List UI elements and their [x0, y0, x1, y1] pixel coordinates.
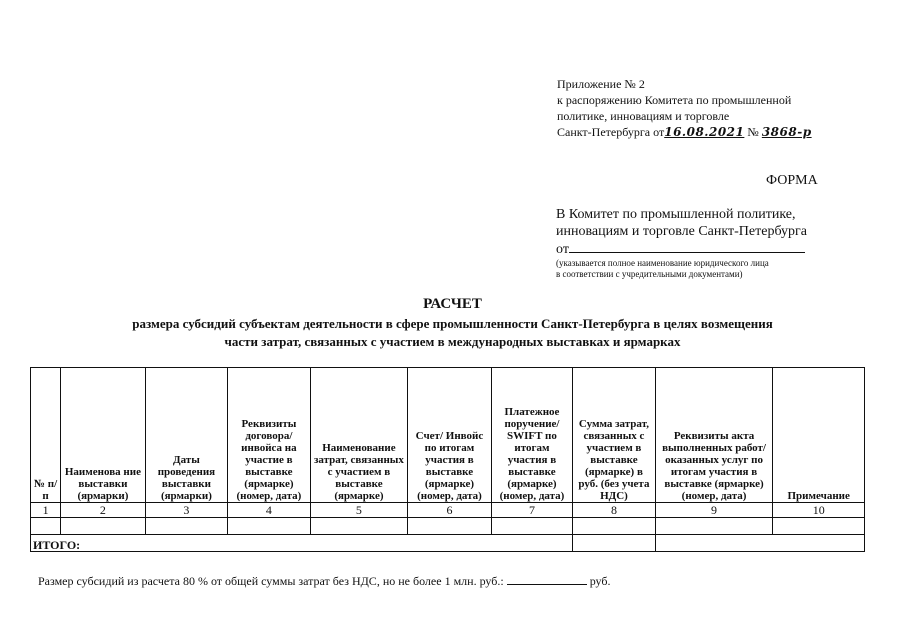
total-sum-cell[interactable]: [573, 535, 655, 552]
column-number-8: 8: [573, 503, 655, 518]
total-row: [31, 535, 865, 552]
appendix-block: [557, 76, 812, 140]
header-cell-5: Наименование затрат, связанных с участием в выставке (ярмарке): [310, 368, 408, 503]
document-subtitle-line-2: части затрат, связанных с участием в международных выставках и ярмарках: [224, 334, 681, 349]
form-label: ФОРМА: [766, 173, 818, 188]
hint-line-1: (указывается полное наименование юридического лица: [556, 258, 769, 268]
number-sign: №: [747, 125, 759, 139]
addressee-line-1: В Комитет по промышленной политике,: [556, 207, 796, 222]
column-number-3: 3: [145, 503, 227, 518]
addressee-hint: [556, 258, 769, 280]
hint-line-2: в соответствии с учредительными документами): [556, 269, 743, 279]
total-empty-cell: [655, 535, 864, 552]
header-cell-9: Реквизиты акта выполненных работ/оказанных услуг по итогам участия в выставке (ярмарке) (номер, дата): [655, 368, 773, 503]
header-cell-8: Сумма затрат, связанных с участием в выставке (ярмарке) в руб. (без учета НДС): [573, 368, 655, 503]
table-cell[interactable]: [573, 518, 655, 535]
header-cell-10: Примечание: [773, 368, 865, 503]
column-number-6: 6: [408, 503, 492, 518]
column-number-10: 10: [773, 503, 865, 518]
table-cell[interactable]: [31, 518, 61, 535]
column-number-5: 5: [310, 503, 408, 518]
handwritten-date: 16.08.2021: [664, 125, 745, 139]
header-cell-7: Платежное поручение/ SWIFT по итогам участия в выставке (ярмарке) (номер, дата): [491, 368, 572, 503]
table-cell[interactable]: [491, 518, 572, 535]
column-number-7: 7: [491, 503, 572, 518]
column-number-row: [31, 503, 865, 518]
addressee-line-2: инновациям и торговле Санкт-Петербурга: [556, 224, 807, 239]
table-cell[interactable]: [228, 518, 310, 535]
table-cell[interactable]: [310, 518, 408, 535]
header-cell-2: Наименова ние выставки (ярмарки): [61, 368, 146, 503]
header-cell-3: Даты проведения выставки (ярмарки): [145, 368, 227, 503]
addressee-from-row: [556, 240, 807, 258]
table-cell[interactable]: [773, 518, 865, 535]
calculation-table: [30, 367, 865, 552]
table-cell[interactable]: [61, 518, 146, 535]
header-cell-6: Счет/ Инвойс по итогам участия в выставке (ярмарке) (номер, дата): [408, 368, 492, 503]
appendix-line-2: к распоряжению Комитета по промышленной: [557, 93, 792, 107]
column-number-4: 4: [228, 503, 310, 518]
from-label: от: [556, 242, 569, 257]
header-cell-1: № п/п: [31, 368, 61, 503]
addressee-block: [556, 206, 807, 258]
subsidy-amount-text: Размер субсидий из расчета 80 % от общей суммы затрат без НДС, но не более 1 млн. руб.:: [38, 574, 504, 588]
subsidy-amount-unit: руб.: [589, 574, 611, 588]
total-label: ИТОГО:: [31, 535, 573, 552]
company-name-blank[interactable]: [569, 240, 805, 253]
handwritten-number: 3868-р: [761, 125, 812, 139]
table-row: [31, 518, 865, 535]
document-subtitle-line-1: размера субсидий субъектам деятельности в сфере промышленности Санкт-Петербурга в целях возмещения: [132, 316, 773, 331]
column-number-2: 2: [61, 503, 146, 518]
document-title: РАСЧЕТ: [423, 296, 482, 312]
appendix-line-3: политике, инновациям и торговле: [557, 109, 730, 123]
appendix-line-1: Приложение № 2: [557, 77, 645, 91]
subsidy-amount-line: [38, 573, 611, 589]
subsidy-amount-blank[interactable]: [507, 573, 587, 585]
table-cell[interactable]: [655, 518, 773, 535]
table-cell[interactable]: [145, 518, 227, 535]
appendix-line-4: [557, 124, 812, 140]
header-row: [31, 368, 865, 503]
table-cell[interactable]: [408, 518, 492, 535]
column-number-9: 9: [655, 503, 773, 518]
appendix-city-prefix: Санкт-Петербурга от: [557, 125, 665, 139]
column-number-1: 1: [31, 503, 61, 518]
header-cell-4: Реквизиты договора/ инвойса на участие в выставке (ярмарке) (номер, дата): [228, 368, 310, 503]
